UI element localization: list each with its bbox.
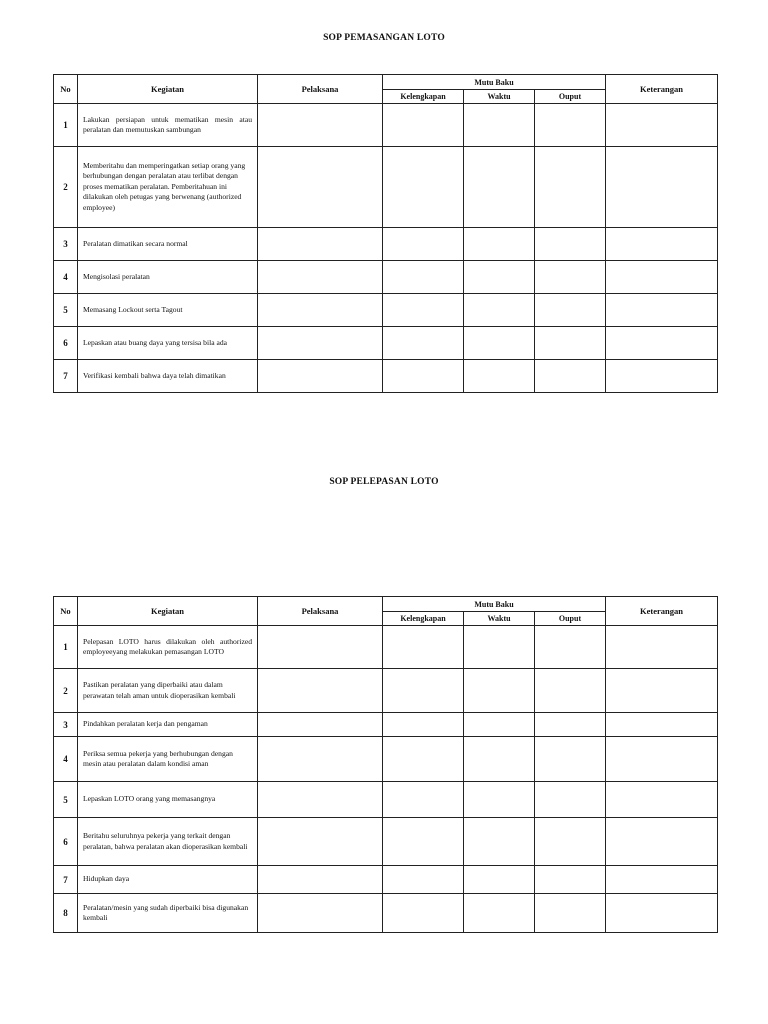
- sop-release-table: [53, 596, 718, 933]
- cell-keterangan[interactable]: [606, 818, 718, 866]
- header-kelengkapan: Kelengkapan: [383, 90, 464, 104]
- cell-output[interactable]: [535, 228, 606, 261]
- cell-keterangan[interactable]: [606, 866, 718, 894]
- cell-keterangan[interactable]: [606, 360, 718, 393]
- row-number: 2: [54, 147, 78, 228]
- table-row: [54, 147, 718, 228]
- row-number: 7: [54, 866, 78, 894]
- row-number: 1: [54, 626, 78, 669]
- cell-kelengkapan[interactable]: [383, 360, 464, 393]
- row-number: 5: [54, 294, 78, 327]
- header-keterangan: Keterangan: [606, 597, 718, 626]
- row-number: 6: [54, 818, 78, 866]
- cell-kelengkapan[interactable]: [383, 737, 464, 782]
- cell-kelengkapan[interactable]: [383, 261, 464, 294]
- row-activity: Peralatan dimatikan secara normal: [78, 228, 258, 261]
- cell-waktu[interactable]: [464, 818, 535, 866]
- cell-kelengkapan[interactable]: [383, 147, 464, 228]
- cell-kelengkapan[interactable]: [383, 228, 464, 261]
- table-row: [54, 327, 718, 360]
- cell-pelaksana[interactable]: [258, 866, 383, 894]
- header-kegiatan: Kegiatan: [78, 75, 258, 104]
- cell-keterangan[interactable]: [606, 713, 718, 737]
- row-activity: Lakukan persiapan untuk mematikan mesin atau peralatan dan memutuskan sambungan: [78, 104, 258, 147]
- cell-output[interactable]: [535, 327, 606, 360]
- row-activity: Hidupkan daya: [78, 866, 258, 894]
- cell-pelaksana[interactable]: [258, 713, 383, 737]
- row-activity: Memberitahu dan memperingatkan setiap orang yang berhubungan dengan peralatan atau terlibat dengan proses mematikan peralatan. Pemberitahuan ini dilakukan oleh petugas yang berwenang (authorized employee): [78, 147, 258, 228]
- table-row: [54, 104, 718, 147]
- row-activity: Peralatan/mesin yang sudah diperbaiki bisa digunakan kembali: [78, 894, 258, 933]
- cell-waktu[interactable]: [464, 782, 535, 818]
- row-number: 3: [54, 228, 78, 261]
- row-activity: Lepaskan atau buang daya yang tersisa bila ada: [78, 327, 258, 360]
- cell-output[interactable]: [535, 147, 606, 228]
- cell-waktu[interactable]: [464, 228, 535, 261]
- cell-keterangan[interactable]: [606, 737, 718, 782]
- header-row: [54, 75, 718, 90]
- header-mutu-baku: Mutu Baku: [383, 597, 606, 612]
- cell-keterangan[interactable]: [606, 669, 718, 713]
- row-number: 3: [54, 713, 78, 737]
- row-activity: Beritahu seluruhnya pekerja yang terkait dengan peralatan, bahwa peralatan akan dioperasikan kembali: [78, 818, 258, 866]
- cell-output[interactable]: [535, 261, 606, 294]
- header-row: [54, 597, 718, 612]
- cell-kelengkapan[interactable]: [383, 782, 464, 818]
- sop-release-title: SOP PELEPASAN LOTO: [329, 477, 439, 487]
- cell-keterangan[interactable]: [606, 626, 718, 669]
- sop-install-title: SOP PEMASANGAN LOTO: [323, 33, 445, 43]
- row-activity: Pastikan peralatan yang diperbaiki atau dalam perawatan telah aman untuk dioperasikan kembali: [78, 669, 258, 713]
- row-number: 2: [54, 669, 78, 713]
- cell-kelengkapan[interactable]: [383, 894, 464, 933]
- cell-pelaksana[interactable]: [258, 626, 383, 669]
- cell-waktu[interactable]: [464, 261, 535, 294]
- cell-waktu[interactable]: [464, 104, 535, 147]
- cell-keterangan[interactable]: [606, 294, 718, 327]
- table-row: [54, 866, 718, 894]
- header-output: Ouput: [535, 612, 606, 626]
- table-row: [54, 737, 718, 782]
- cell-output[interactable]: [535, 669, 606, 713]
- row-number: 7: [54, 360, 78, 393]
- cell-pelaksana[interactable]: [258, 327, 383, 360]
- table-row: [54, 782, 718, 818]
- row-number: 4: [54, 261, 78, 294]
- row-number: 8: [54, 894, 78, 933]
- cell-output[interactable]: [535, 294, 606, 327]
- cell-pelaksana[interactable]: [258, 782, 383, 818]
- cell-waktu[interactable]: [464, 866, 535, 894]
- sop-install-table: [53, 74, 718, 393]
- table-row: [54, 626, 718, 669]
- row-number: 5: [54, 782, 78, 818]
- cell-waktu[interactable]: [464, 147, 535, 228]
- table-row: [54, 360, 718, 393]
- cell-output[interactable]: [535, 894, 606, 933]
- cell-pelaksana[interactable]: [258, 104, 383, 147]
- cell-pelaksana[interactable]: [258, 228, 383, 261]
- table-row: [54, 818, 718, 866]
- header-no: No: [54, 75, 78, 104]
- cell-output[interactable]: [535, 866, 606, 894]
- cell-keterangan[interactable]: [606, 261, 718, 294]
- cell-kelengkapan[interactable]: [383, 818, 464, 866]
- cell-waktu[interactable]: [464, 894, 535, 933]
- row-activity: Memasang Lockout serta Tagout: [78, 294, 258, 327]
- cell-pelaksana[interactable]: [258, 818, 383, 866]
- row-activity: Pelepasan LOTO harus dilakukan oleh authorized employeeyang melakukan pemasangan LOTO: [78, 626, 258, 669]
- cell-pelaksana[interactable]: [258, 669, 383, 713]
- cell-keterangan[interactable]: [606, 894, 718, 933]
- cell-kelengkapan[interactable]: [383, 327, 464, 360]
- row-activity: Verifikasi kembali bahwa daya telah dimatikan: [78, 360, 258, 393]
- table-row: [54, 669, 718, 713]
- row-activity: Pindahkan peralatan kerja dan pengaman: [78, 713, 258, 737]
- cell-kelengkapan[interactable]: [383, 713, 464, 737]
- table-row: [54, 228, 718, 261]
- row-activity: Lepaskan LOTO orang yang memasangnya: [78, 782, 258, 818]
- cell-waktu[interactable]: [464, 737, 535, 782]
- cell-waktu[interactable]: [464, 713, 535, 737]
- cell-pelaksana[interactable]: [258, 737, 383, 782]
- cell-output[interactable]: [535, 737, 606, 782]
- row-number: 4: [54, 737, 78, 782]
- header-mutu-baku: Mutu Baku: [383, 75, 606, 90]
- cell-waktu[interactable]: [464, 294, 535, 327]
- cell-pelaksana[interactable]: [258, 360, 383, 393]
- header-keterangan: Keterangan: [606, 75, 718, 104]
- cell-keterangan[interactable]: [606, 228, 718, 261]
- table-row: [54, 894, 718, 933]
- cell-kelengkapan[interactable]: [383, 866, 464, 894]
- cell-keterangan[interactable]: [606, 327, 718, 360]
- header-waktu: Waktu: [464, 90, 535, 104]
- table-row: [54, 713, 718, 737]
- cell-keterangan[interactable]: [606, 782, 718, 818]
- cell-waktu[interactable]: [464, 360, 535, 393]
- cell-kelengkapan[interactable]: [383, 294, 464, 327]
- header-output: Ouput: [535, 90, 606, 104]
- header-no: No: [54, 597, 78, 626]
- row-activity: Periksa semua pekerja yang berhubungan dengan mesin atau peralatan dalam kondisi aman: [78, 737, 258, 782]
- cell-output[interactable]: [535, 360, 606, 393]
- row-number: 6: [54, 327, 78, 360]
- cell-output[interactable]: [535, 713, 606, 737]
- cell-kelengkapan[interactable]: [383, 669, 464, 713]
- cell-output[interactable]: [535, 818, 606, 866]
- row-number: 1: [54, 104, 78, 147]
- header-pelaksana: Pelaksana: [258, 75, 383, 104]
- header-kelengkapan: Kelengkapan: [383, 612, 464, 626]
- cell-pelaksana[interactable]: [258, 147, 383, 228]
- cell-keterangan[interactable]: [606, 147, 718, 228]
- table-row: [54, 294, 718, 327]
- cell-waktu[interactable]: [464, 626, 535, 669]
- cell-pelaksana[interactable]: [258, 261, 383, 294]
- cell-pelaksana[interactable]: [258, 894, 383, 933]
- row-activity: Mengisolasi peralatan: [78, 261, 258, 294]
- cell-output[interactable]: [535, 104, 606, 147]
- cell-waktu[interactable]: [464, 669, 535, 713]
- header-pelaksana: Pelaksana: [258, 597, 383, 626]
- cell-pelaksana[interactable]: [258, 294, 383, 327]
- header-waktu: Waktu: [464, 612, 535, 626]
- cell-kelengkapan[interactable]: [383, 104, 464, 147]
- table-row: [54, 261, 718, 294]
- cell-keterangan[interactable]: [606, 104, 718, 147]
- cell-waktu[interactable]: [464, 327, 535, 360]
- cell-kelengkapan[interactable]: [383, 626, 464, 669]
- header-kegiatan: Kegiatan: [78, 597, 258, 626]
- cell-output[interactable]: [535, 626, 606, 669]
- cell-output[interactable]: [535, 782, 606, 818]
